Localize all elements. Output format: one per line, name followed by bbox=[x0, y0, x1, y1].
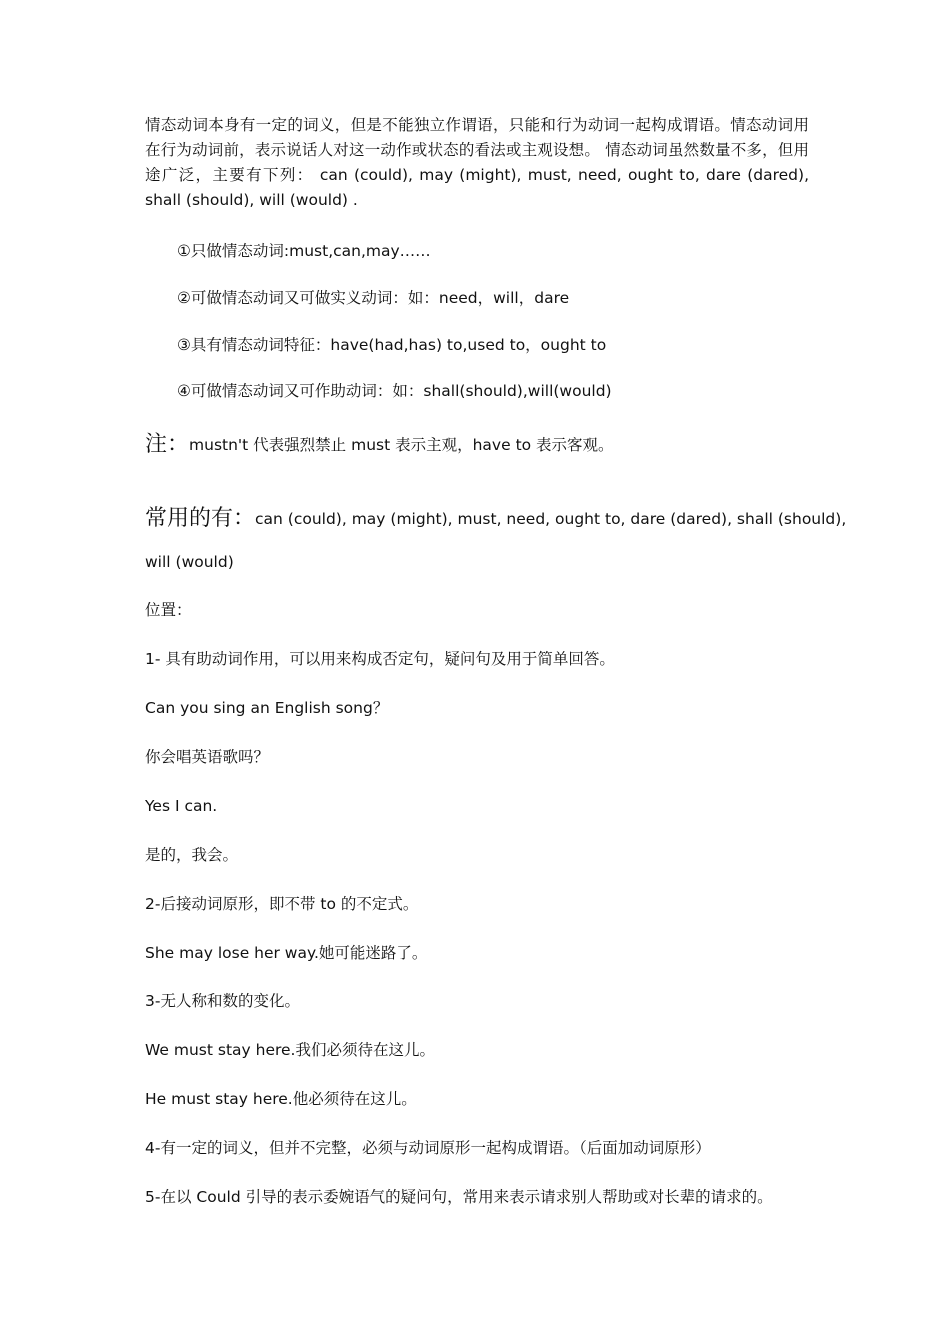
category-2: ②可做情态动词又可做实义动词：如：need，will，dare bbox=[177, 289, 570, 307]
rule-3: 3-无人称和数的变化。 bbox=[145, 992, 300, 1010]
example-en-2: Yes I can. bbox=[145, 797, 218, 815]
example-zh-2: 是的，我会。 bbox=[145, 846, 239, 864]
example-en-1: Can you sing an English song？ bbox=[145, 699, 389, 717]
note-text: mustn't 代表强烈禁止 must 表示主观，have to 表示客观。 bbox=[189, 436, 614, 454]
category-1: ①只做情态动词:must,can,may…… bbox=[177, 242, 431, 260]
category-3: ③具有情态动词特征：have(had,has) to,used to，ought to bbox=[177, 336, 607, 354]
intro-paragraph: 情态动词本身有一定的词义，但是不能独立作谓语，只能和行为动词一起构成谓语。情态动词用在行为动词前，表示说话人对这一动作或状态的看法或主观设想。 情态动词虽然数量不多，但用途广泛，主要有下列： can (could), may (might), must, need, ought to, dare (dared), shall (should), will (would) . bbox=[145, 116, 809, 209]
note-line bbox=[145, 434, 614, 456]
common-label: 常用的有： bbox=[145, 506, 256, 531]
example-rule-2: She may lose her way.她可能迷路了。 bbox=[145, 944, 428, 962]
position-label: 位置： bbox=[145, 601, 192, 619]
example-zh-1: 你会唱英语歌吗？ bbox=[145, 748, 270, 766]
common-text-cont: will (would) bbox=[145, 553, 234, 571]
rule-4: 4-有一定的词义，但并不完整，必须与动词原形一起构成谓语。（后面加动词原形） bbox=[145, 1139, 711, 1157]
rule-5: 5-在以 Could 引导的表示委婉语气的疑问句，常用来表示请求别人帮助或对长辈的请求的。 bbox=[145, 1188, 773, 1206]
example-rule-3b: He must stay here.他必须待在这儿。 bbox=[145, 1090, 417, 1108]
note-label: 注： bbox=[145, 432, 190, 457]
category-4: ④可做情态动词又可作助动词：如：shall(should),will(would) bbox=[177, 382, 612, 400]
common-line bbox=[145, 508, 846, 530]
example-rule-3a: We must stay here.我们必须待在这儿。 bbox=[145, 1041, 435, 1059]
rule-1: 1- 具有助动词作用，可以用来构成否定句，疑问句及用于简单回答。 bbox=[145, 650, 615, 668]
rule-2: 2-后接动词原形，即不带 to 的不定式。 bbox=[145, 895, 419, 913]
common-text: can (could), may (might), must, need, ought to, dare (dared), shall (should), bbox=[255, 510, 847, 528]
